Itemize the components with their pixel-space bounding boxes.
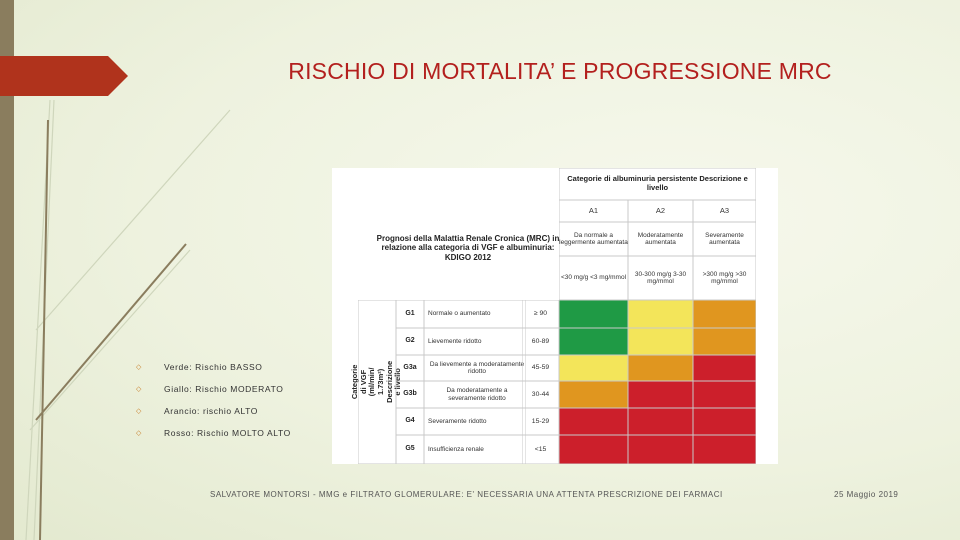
gfr-range: 60-89 [522,328,559,355]
risk-cell-red [628,435,693,464]
albuminuria-code: A2 [628,200,693,222]
albuminuria-header: Categorie di albuminuria persistente Descrizione e livello [559,168,756,200]
gfr-code: G1 [396,300,424,328]
legend-item-orange [136,406,258,416]
risk-cell-orange [628,355,693,381]
footer-date: 25 Maggio 2019 [834,490,899,499]
diamond-bullet-icon: ◇ [136,408,142,415]
gfr-description: Normale o aumentato [424,300,526,328]
albuminuria-description: Severamente aumentata [693,222,756,256]
risk-cell-green [559,328,628,355]
gfr-description: Da lievemente a moderatamente ridotto [424,355,526,381]
legend-label: Verde: Rischio BASSO [164,362,263,372]
risk-cell-orange [559,381,628,408]
albuminuria-code: A3 [693,200,756,222]
gfr-vertical-label [350,300,403,464]
gfr-code: G4 [396,408,424,435]
risk-cell-yellow [559,355,628,381]
legend-label: Arancio: rischio ALTO [164,406,259,416]
risk-cell-orange [693,300,756,328]
albuminuria-description: Moderatamente aumentata [628,222,693,256]
risk-cell-red [559,435,628,464]
risk-cell-red [693,355,756,381]
legend-item-yellow [136,384,283,394]
title-marker-shape [0,56,128,96]
gfr-code: G2 [396,328,424,355]
gfr-range: 15-29 [522,408,559,435]
gfr-range: <15 [522,435,559,464]
legend-label: Giallo: Rischio MODERATO [164,384,284,394]
prognosis-title: Prognosi della Malattia Renale Cronica (MRC) in relazione alla categoria di VGF e albuminuria: KDIGO 2012 [376,234,560,262]
risk-cell-red [693,408,756,435]
diamond-bullet-icon: ◇ [136,364,142,371]
legend-item-red [136,428,291,438]
legend-label: Rosso: Rischio MOLTO ALTO [164,428,291,438]
risk-cell-yellow [628,328,693,355]
diamond-bullet-icon: ◇ [136,386,142,393]
risk-cell-red [693,435,756,464]
albuminuria-description: Da normale a leggermente aumentata [559,222,628,256]
gfr-code: G3a [396,355,424,381]
gfr-description: Da moderatamente a severamente ridotto [424,381,526,408]
risk-cell-red [628,408,693,435]
gfr-code: G5 [396,435,424,464]
risk-cell-red [559,408,628,435]
slide-title: RISCHIO DI MORTALITA’ E PROGRESSIONE MRC [288,58,832,84]
risk-cell-yellow [628,300,693,328]
albuminuria-range: 30-300 mg/g 3-30 mg/mmol [628,256,693,300]
risk-cell-orange [693,328,756,355]
gfr-description: Severamente ridotto [424,408,526,435]
legend-item-green [136,362,262,372]
gfr-description: Insufficienza renale [424,435,526,464]
risk-cell-red [693,381,756,408]
risk-cell-green [559,300,628,328]
risk-cell-red [628,381,693,408]
gfr-code: G3b [396,381,424,408]
kdigo-risk-table [332,168,778,464]
albuminuria-range: <30 mg/g <3 mg/mmol [559,256,628,300]
gfr-range: ≥ 90 [522,300,559,328]
gfr-description: Lievemente ridotto [424,328,526,355]
albuminuria-code: A1 [559,200,628,222]
footer-text: SALVATORE MONTORSI - MMG e FILTRATO GLOMERULARE: E' NECESSARIA UNA ATTENTA PRESCRIZIONE DEI FARMACI [210,490,723,499]
albuminuria-range: >300 mg/g >30 mg/mmol [693,256,756,300]
gfr-range: 45-59 [522,355,559,381]
gfr-range: 30-44 [522,381,559,408]
gfr-vertical-label-text: Categorie di VGF (ml/min/ 1.73m²) Descrizione e livello [350,360,403,404]
diamond-bullet-icon: ◇ [136,430,142,437]
